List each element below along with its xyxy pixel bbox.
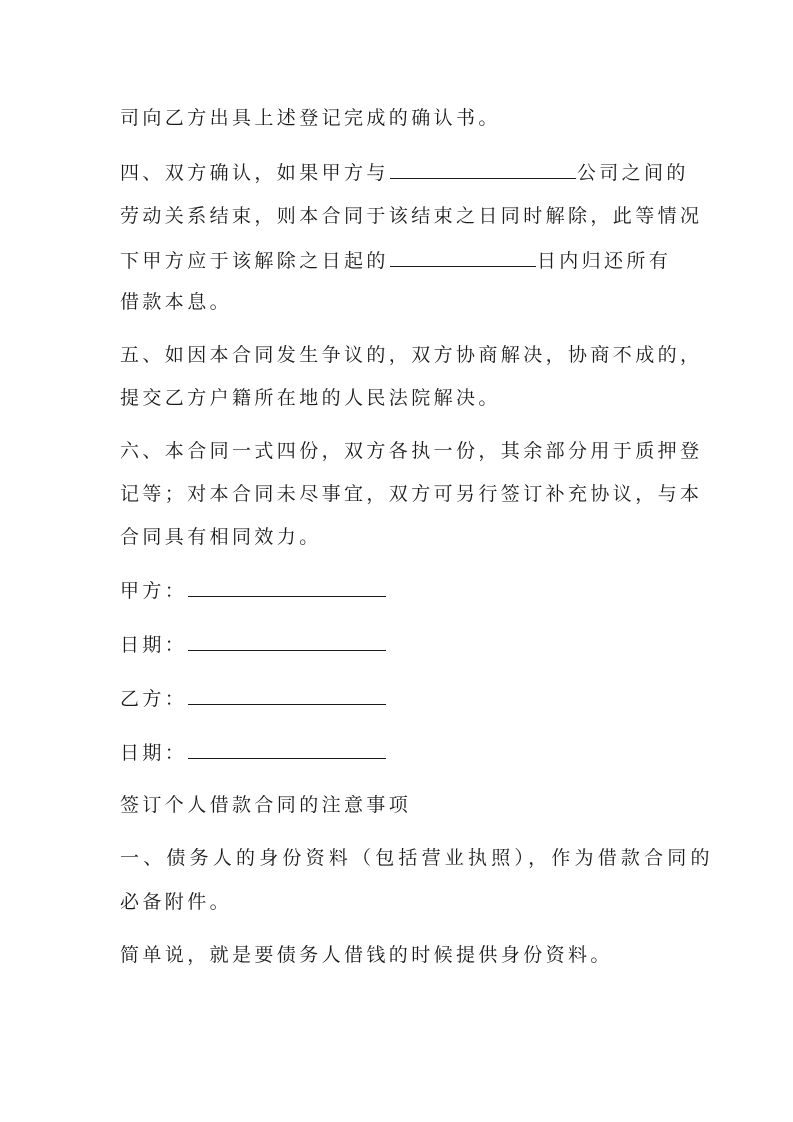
party-b-date-blank [188,740,386,759]
clause-5-line-1: 五、如因本合同发生争议的，双方协商解决，协商不成的， [120,344,703,366]
party-b-blank [188,686,386,705]
party-a-date-blank [188,632,386,651]
party-b-signature: 乙方： [120,686,387,711]
party-a-blank [188,578,386,597]
company-name-blank [390,160,576,179]
party-b-date: 日期： [120,740,387,765]
party-a-date: 日期： [120,632,387,657]
clause-4-line-3: 下甲方应于该解除之日起的 日内归还所有 [120,250,672,272]
clause-4-line-1: 四、双方确认，如果甲方与 公司之间的 [120,162,689,184]
clause-4-line-4: 借款本息。 [120,291,233,313]
clause-4-line-2: 劳动关系结束，则本合同于该结束之日同时解除，此等情况 [120,205,703,227]
clause-6-line-3: 合同具有相同效力。 [120,526,322,548]
clause-3-end: 司向乙方出具上述登记完成的确认书。 [120,107,501,129]
note-summary: 简单说，就是要债务人借钱的时候提供身份资料。 [120,944,613,966]
clause-6-line-2: 记等；对本合同未尽事宜，双方可另行签订补充协议，与本 [120,483,703,505]
note-1-line-2: 必备附件。 [120,891,233,913]
notes-heading: 签订个人借款合同的注意事项 [120,794,412,816]
clause-6-line-1: 六、本合同一式四份，双方各执一份，其余部分用于质押登 [120,440,703,462]
note-1-line-1: 一、债务人的身份资料（包括营业执照），作为借款合同的 [120,847,714,869]
party-a-signature: 甲方： [120,578,387,603]
repayment-days-blank [390,248,536,267]
clause-5-line-2: 提交乙方户籍所在地的人民法院解决。 [120,387,501,409]
